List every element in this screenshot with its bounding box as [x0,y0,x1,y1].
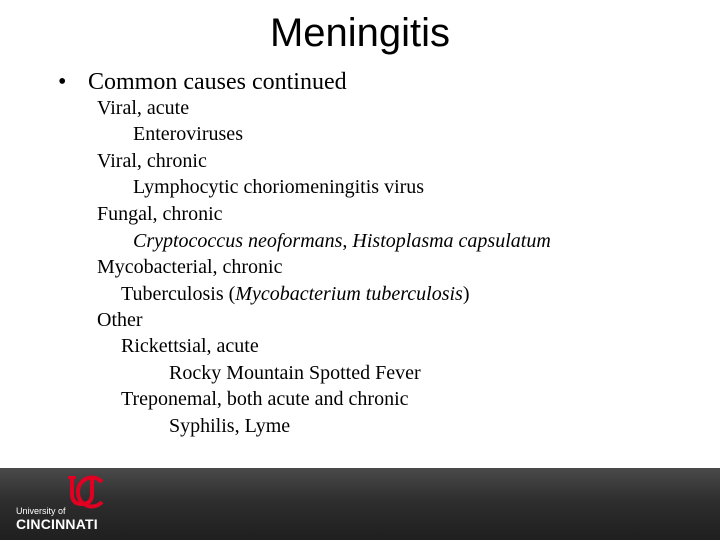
list-item-text: Rocky Mountain Spotted Fever [169,362,421,384]
list-item [97,202,223,226]
list-item [133,175,424,199]
list-item [97,149,207,173]
list-item [169,414,290,438]
list-item-text: Mycobacterium tuberculosis [235,283,463,305]
list-item [97,255,282,279]
list-item [97,96,189,120]
list-item-text: , [342,230,353,252]
list-item [121,282,470,306]
logo-university-of: University of [16,506,66,516]
list-item-text: Rickettsial, acute [121,335,259,357]
uc-monogram-icon [62,474,110,510]
list-item-text: Fungal, chronic [97,203,223,225]
list-item-text: Mycobacterial, chronic [97,256,283,278]
logo-cincinnati: CINCINNATI [16,516,98,532]
list-item [133,229,551,253]
list-item [133,122,243,146]
list-item [121,334,259,358]
list-item-text: Cryptococcus neoformans [133,230,343,252]
list-item-text: Viral, chronic [97,150,207,172]
list-item-text: Other [97,309,143,331]
list-item-text: Viral, acute [97,97,190,119]
list-item [121,387,409,411]
list-item [169,361,421,385]
list-item-text: Enteroviruses [133,123,243,145]
list-item-text: Tuberculosis ( [121,283,236,305]
bullet-item [58,68,347,96]
list-item-text: Lymphocytic choriomeningitis virus [133,176,425,198]
bullet-text: Common causes continued [88,69,347,95]
footer-bar [0,468,720,540]
list-item-text: Histoplasma capsulatum [352,230,551,252]
slide-title: Meningitis [269,11,451,55]
university-logo [12,474,132,534]
list-item-text: ) [462,283,470,305]
bullet-mark: • [58,69,67,95]
list-item-text: Treponemal, both acute and chronic [121,388,409,410]
list-item [97,308,143,332]
list-item-text: Syphilis, Lyme [169,415,291,437]
